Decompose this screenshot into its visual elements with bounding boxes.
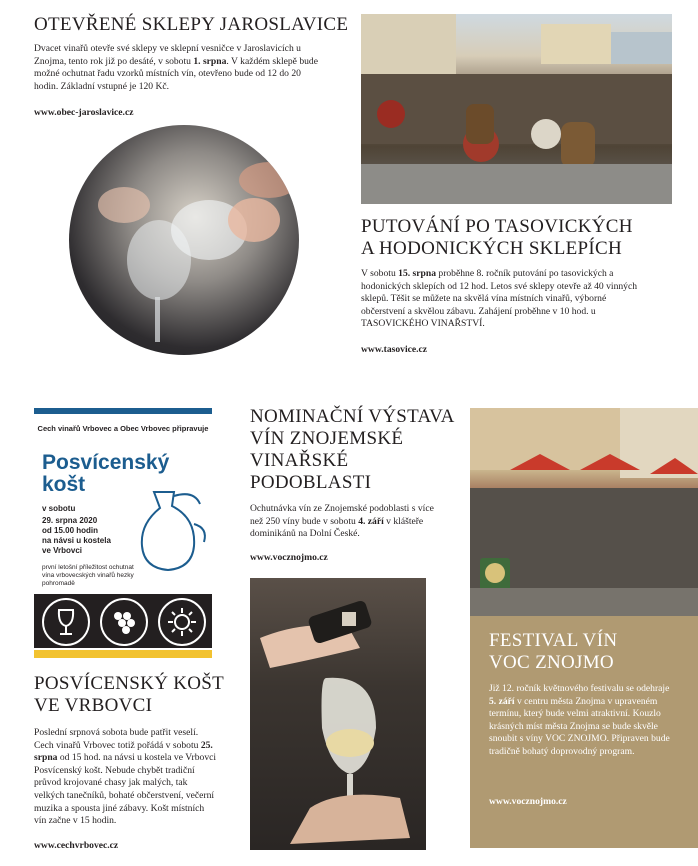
poster-yellow-bar [34,650,212,658]
tasovice-text: V sobotu 15. srpna proběhne 8. ročník putování po tasovických a hodonických sklepích od 12 hod. Letos své sklepy otevře až 40 vinných sklepů. Těšit se můžete na skvělá vína místních vinařů, výborné občerstvení a skvělou zábavu. Zahájení proběhne v 10 hod. u TASOVICKÉHO VINAŘSTVÍ. [361,268,638,330]
festival-title-1: FESTIVAL VÍN [489,630,618,651]
podoblast-title-4: PODOBLASTI [250,472,372,493]
tasovice-parade-photo [361,14,672,204]
wine-glass-icon [42,598,90,646]
podoblast-title-2: VÍN ZNOJEMSKÉ [250,428,404,449]
poster-org: Cech vinařů Vrbovec a Obec Vrbovec připravuje [37,424,209,433]
podoblast-text: Ochutnávka vín ze Znojemské podoblasti s více než 250 víny bude v sobotu 4. září v klášteře dominikánů na Dolní České. [250,503,434,540]
poster-note: první letošní příležitost ochutnat vína vrbovecských vinařů hezky pohromadě [42,564,134,587]
wine-jug-icon [134,484,210,574]
posvicensky-kost-poster [34,408,212,658]
tasovice-url[interactable]: www.tasovice.cz [361,344,428,355]
festival-text: Již 12. ročník květnového festivalu se odehraje 5. září v centru města Znojma v upraveném termínu, který bude velmi atraktivní. Kouzlo krásných míst města Znojma se bude skvěle snoubit s víny VOC ZNOJMO. Připraven bude tradičně bohatý doprovodný program. [489,683,670,757]
sun-icon [158,598,206,646]
jaroslavice-url[interactable]: www.obec-jaroslavice.cz [34,107,134,118]
poster-when: v sobotu [42,504,76,513]
poster-title-2: košt [42,473,86,496]
tasovice-title-2: A HODONICKÝCH SKLEPÍCH [361,238,623,259]
jaroslavice-title: OTEVŘENÉ SKLEPY JAROSLAVICE [34,14,349,35]
festival-url[interactable]: www.vocznojmo.cz [489,796,567,807]
wine-pouring-photo [250,578,426,850]
jaroslavice-text: Dvacet vinařů otevře své sklepy ve sklepní vesničce v Jaroslavicích u Znojma, tento rok již po desáté, v sobotu 1. srpna. V každém sklepě bude možné ochutnat řadu vzorků místních vín, otevřeno bude od 12 do 20 hodin. Základní vstupné je 120 Kč. [34,43,318,92]
tasovice-title-1: PUTOVÁNÍ PO TASOVICKÝCH [361,216,633,237]
poster-title-1: Posvícenský [42,451,170,474]
vrbovec-title-2: VE VRBOVCI [34,695,153,716]
vrbovec-url[interactable]: www.cechvrbovec.cz [34,840,119,851]
poster-place-2: ve Vrbovci [42,546,83,555]
podoblast-url[interactable]: www.vocznojmo.cz [250,552,328,563]
vrbovec-title-1: POSVÍCENSKÝ KOŠT [34,673,225,694]
poster-time: od 15.00 hodin [42,526,99,535]
wine-toast-photo [69,125,299,355]
podoblast-title-1: NOMINAČNÍ VÝSTAVA [250,406,455,427]
poster-icon-strip [34,594,212,648]
podoblast-title-3: VINAŘSKÉ [250,450,349,471]
poster-date: 29. srpna 2020 [42,516,98,525]
poster-place-1: na návsi u kostela [42,536,111,545]
festival-title-2: VOC ZNOJMO [489,652,614,673]
vrbovec-text: Poslední srpnová sobota bude patřit veselí. Cech vinařů Vrbovec totiž pořádá v sobotu 25. srpna od 15 hod. na návsi u kostela ve Vrbovci Posvícenský košt. Nebude chybět tradiční průvod krojované chasy jak malých, tak velkých tanečníků, bohaté občerstvení, večerní muzika a spousta jiné zábavy. Košt místních vín začne v 15 hodin. [34,727,217,827]
grapes-icon [100,598,148,646]
festival-crowd-photo [470,408,698,616]
festival-box [470,616,698,848]
